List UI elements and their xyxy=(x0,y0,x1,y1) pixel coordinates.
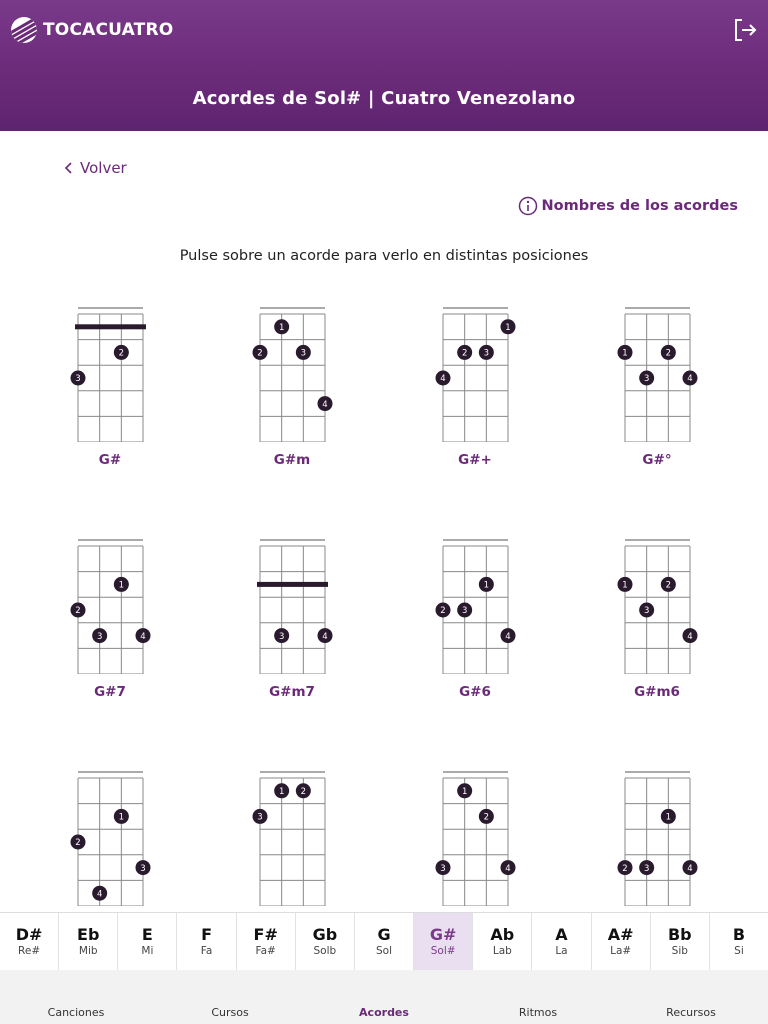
note-solfege: Sib xyxy=(671,945,688,957)
chord-name: G# xyxy=(98,452,122,468)
chord-diagram[interactable] xyxy=(50,534,170,709)
finger-number: 3 xyxy=(257,812,263,823)
chord-diagram[interactable] xyxy=(232,302,352,477)
finger-number: 2 xyxy=(440,606,446,617)
fretboard xyxy=(415,766,535,906)
finger-number: 3 xyxy=(96,631,103,642)
finger-number: 3 xyxy=(483,348,490,359)
note-12[interactable] xyxy=(710,913,768,970)
finger-number: 1 xyxy=(665,812,672,823)
chord-name: G#m7 xyxy=(269,684,315,700)
note-name: Bb xyxy=(667,925,692,944)
note-solfege: Mib xyxy=(78,945,98,957)
finger-number: 4 xyxy=(440,374,446,385)
note-solfege: Fa# xyxy=(255,945,276,957)
chord-diagram[interactable] xyxy=(415,534,535,709)
note-solfege: Sol xyxy=(376,945,393,957)
note-0[interactable] xyxy=(0,913,59,970)
note-solfege: Lab xyxy=(492,945,512,957)
note-name: Ab xyxy=(490,925,515,944)
finger-number: 1 xyxy=(278,787,285,797)
fretboard xyxy=(597,302,717,442)
barre-mark xyxy=(257,582,328,587)
finger-number: 3 xyxy=(140,863,146,874)
note-solfege: Sol# xyxy=(430,945,456,957)
note-solfege: Re# xyxy=(18,945,41,957)
fretboard xyxy=(232,534,352,674)
note-11[interactable] xyxy=(651,913,710,970)
page-title: Acordes de Sol# | Cuatro Venezolano xyxy=(192,88,576,109)
finger-number: 4 xyxy=(140,631,146,642)
finger-number: 3 xyxy=(643,374,650,385)
finger-number: 4 xyxy=(505,631,511,642)
finger-number: 4 xyxy=(322,631,328,642)
finger-number: 2 xyxy=(483,812,490,823)
note-selector xyxy=(0,912,768,971)
fretboard xyxy=(232,766,352,906)
note-name: Gb xyxy=(312,925,338,944)
chord-name: G#+ xyxy=(458,452,492,468)
finger-number: 2 xyxy=(75,606,81,617)
chord-name: G#m xyxy=(273,452,311,468)
fretboard xyxy=(232,302,352,442)
note-solfege: La xyxy=(555,945,568,957)
finger-number: 1 xyxy=(622,580,628,591)
logo-text: TOCACUATRO xyxy=(43,20,174,40)
tab-3[interactable]: Ritmos xyxy=(518,1006,558,1019)
note-solfege: Solb xyxy=(313,945,337,957)
chord-diagram[interactable] xyxy=(415,302,535,477)
note-name: Eb xyxy=(77,925,100,944)
finger-number: 4 xyxy=(687,631,693,642)
note-5[interactable] xyxy=(296,913,355,970)
chord-name: G#m6 xyxy=(634,684,680,700)
note-9[interactable] xyxy=(532,913,591,970)
note-name: F xyxy=(201,925,213,944)
fretboard xyxy=(50,534,170,674)
note-name: E xyxy=(141,925,153,944)
note-name: F# xyxy=(253,925,278,944)
fretboard xyxy=(50,302,170,442)
chord-diagram[interactable] xyxy=(50,302,170,477)
note-name: B xyxy=(732,925,746,944)
note-7[interactable] xyxy=(414,913,473,970)
note-3[interactable] xyxy=(177,913,236,970)
note-2[interactable] xyxy=(118,913,177,970)
finger-number: 2 xyxy=(665,580,672,591)
finger-number: 1 xyxy=(461,787,468,797)
chord-diagram[interactable] xyxy=(415,766,535,912)
finger-number: 3 xyxy=(440,863,446,874)
finger-number: 4 xyxy=(96,889,103,900)
tab-4[interactable]: Recursos xyxy=(666,1006,716,1019)
finger-number: 2 xyxy=(665,348,672,359)
chord-names-label: Nombres de los acordes xyxy=(541,198,738,214)
note-solfege: La# xyxy=(610,945,632,957)
back-label: Volver xyxy=(80,159,127,177)
chord-name: G#° xyxy=(642,452,672,468)
tab-0[interactable]: Canciones xyxy=(47,1006,105,1019)
tab-1[interactable]: Cursos xyxy=(211,1006,249,1019)
finger-number: 4 xyxy=(687,863,693,874)
finger-number: 3 xyxy=(75,374,81,385)
note-1[interactable] xyxy=(59,913,118,970)
finger-number: 2 xyxy=(461,348,468,359)
note-8[interactable] xyxy=(473,913,532,970)
chord-diagram[interactable] xyxy=(597,302,717,477)
fretboard xyxy=(50,766,170,906)
fretboard xyxy=(597,534,717,674)
chord-diagram[interactable] xyxy=(597,766,717,912)
finger-number: 1 xyxy=(118,580,125,591)
note-6[interactable] xyxy=(355,913,414,970)
finger-number: 1 xyxy=(622,348,628,359)
note-4[interactable] xyxy=(237,913,296,970)
chord-diagram[interactable] xyxy=(232,534,352,709)
finger-number: 3 xyxy=(461,606,468,617)
finger-number: 1 xyxy=(118,812,125,823)
finger-number: 4 xyxy=(322,399,328,410)
note-solfege: Mi xyxy=(141,945,154,957)
note-10[interactable] xyxy=(592,913,651,970)
fretboard xyxy=(597,766,717,906)
finger-number: 4 xyxy=(505,863,511,874)
fretboard xyxy=(415,534,535,674)
finger-number: 3 xyxy=(643,863,650,874)
note-solfege: Si xyxy=(734,945,744,957)
finger-number: 1 xyxy=(505,323,511,333)
chord-diagram[interactable] xyxy=(597,534,717,709)
note-name: D# xyxy=(15,925,43,944)
finger-number: 2 xyxy=(75,838,81,849)
tab-2[interactable]: Acordes xyxy=(359,1006,409,1019)
finger-number: 2 xyxy=(257,348,263,359)
barre-mark xyxy=(75,324,146,329)
chord-diagram[interactable] xyxy=(50,766,170,912)
finger-number: 2 xyxy=(622,863,628,874)
finger-number: 1 xyxy=(483,580,490,591)
finger-number: 3 xyxy=(300,348,307,359)
finger-number: 1 xyxy=(278,323,285,333)
finger-number: 3 xyxy=(643,606,650,617)
fretboard xyxy=(415,302,535,442)
instructions-text: Pulse sobre un acorde para verlo en distintas posiciones xyxy=(179,248,589,264)
chord-name: G#6 xyxy=(459,684,491,700)
note-name: A# xyxy=(607,925,634,944)
finger-number: 3 xyxy=(278,631,285,642)
finger-number: 2 xyxy=(118,348,125,359)
chord-name: G#7 xyxy=(94,684,126,700)
note-name: G# xyxy=(429,925,457,944)
note-name: G xyxy=(377,925,391,944)
note-solfege: Fa xyxy=(200,945,213,957)
bottom-tab-bar xyxy=(0,970,768,1024)
chord-diagram[interactable] xyxy=(232,766,352,912)
note-name: A xyxy=(555,925,568,944)
finger-number: 4 xyxy=(687,374,693,385)
finger-number: 2 xyxy=(300,787,307,797)
